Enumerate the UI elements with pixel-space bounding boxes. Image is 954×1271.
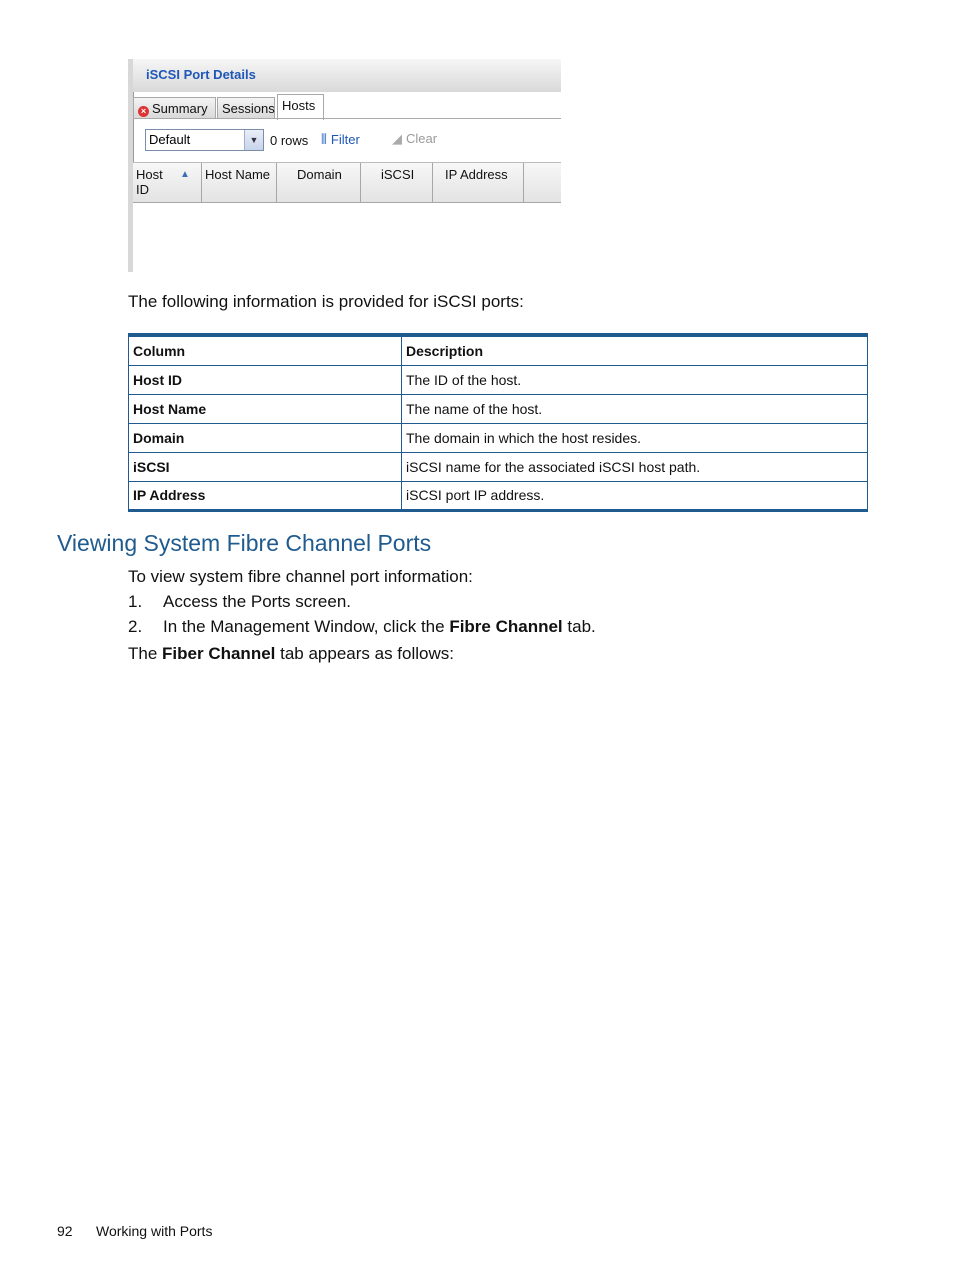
- tab-sessions-label: Sessions: [222, 101, 275, 116]
- view-select-value: Default: [149, 132, 191, 147]
- step-text-post: tab.: [562, 617, 596, 636]
- sort-ascending-icon: ▲: [180, 169, 190, 180]
- grid-body: [133, 203, 561, 272]
- table-cell-column: Host ID: [129, 365, 402, 394]
- panel-title: iSCSI Port Details: [146, 67, 256, 82]
- step-text-bold: Fibre Channel: [449, 617, 563, 636]
- grid-header: [133, 162, 561, 203]
- table-cell-column: Host Name: [129, 394, 402, 423]
- step-text: Access the Ports screen.: [163, 592, 352, 611]
- table-header-column: Column: [129, 335, 402, 365]
- outro-post: tab appears as follows:: [275, 644, 454, 663]
- table-header-row: [129, 335, 868, 365]
- iscsi-columns-table: [128, 333, 868, 512]
- clear-label: Clear: [406, 131, 438, 146]
- table-cell-column: iSCSI: [129, 452, 402, 481]
- tab-sessions[interactable]: [217, 97, 275, 118]
- table-cell-column: IP Address: [129, 481, 402, 510]
- table-cell-description: The ID of the host.: [402, 365, 868, 394]
- filter-button[interactable]: [321, 131, 360, 148]
- intro-paragraph: The following information is provided for iSCSI ports:: [128, 292, 524, 311]
- section-lead: To view system fibre channel port information:: [128, 567, 473, 586]
- table-row: [129, 423, 868, 452]
- column-domain-label: Domain: [297, 167, 342, 182]
- table-cell-column: Domain: [129, 423, 402, 452]
- table-row: [129, 452, 868, 481]
- filter-icon: ⫴: [321, 131, 327, 147]
- table-row: [129, 365, 868, 394]
- footer-chapter: Working with Ports: [96, 1223, 213, 1239]
- table-cell-description: iSCSI port IP address.: [402, 481, 868, 510]
- tab-summary-label: Summary: [152, 101, 208, 116]
- chevron-down-icon[interactable]: ▼: [244, 130, 263, 150]
- tab-summary[interactable]: [133, 97, 216, 118]
- filter-label: Filter: [330, 132, 360, 147]
- column-header-iscsi[interactable]: [361, 163, 433, 202]
- table-cell-description: The domain in which the host resides.: [402, 423, 868, 452]
- column-header-host-id[interactable]: [133, 163, 202, 202]
- table-cell-description: iSCSI name for the associated iSCSI host path.: [402, 452, 868, 481]
- outro-pre: The: [128, 644, 163, 663]
- eraser-icon: ◢: [392, 131, 402, 146]
- step-text-pre: In the Management Window, click the: [163, 617, 450, 636]
- error-icon: ×: [138, 106, 149, 117]
- section-heading: Viewing System Fibre Channel Ports: [57, 530, 432, 556]
- tab-hosts[interactable]: [277, 94, 324, 120]
- column-header-domain[interactable]: [277, 163, 361, 202]
- column-host-name-label: Host Name: [205, 167, 271, 182]
- view-select[interactable]: [145, 129, 264, 151]
- tab-hosts-label: Hosts: [282, 98, 316, 113]
- table-cell-description: The name of the host.: [402, 394, 868, 423]
- column-iscsi-label: iSCSI: [381, 167, 415, 182]
- tab-divider: [133, 118, 561, 119]
- outro-bold: Fiber Channel: [162, 644, 276, 663]
- column-ip-address-label: IP Address: [445, 167, 508, 182]
- table-header-description: Description: [402, 335, 868, 365]
- table-row: [129, 481, 868, 510]
- table-row: [129, 394, 868, 423]
- panel-titlebar: [133, 59, 561, 92]
- iscsi-port-details-panel: [128, 59, 561, 272]
- step-number: 2.: [128, 617, 143, 636]
- step-number: 1.: [128, 592, 143, 611]
- step-text: [163, 617, 596, 637]
- row-count: 0 rows: [270, 133, 309, 148]
- clear-button[interactable]: [392, 131, 437, 147]
- column-header-ip-address[interactable]: [433, 163, 524, 202]
- page-number: 92: [57, 1223, 73, 1239]
- section-outro: [128, 644, 454, 664]
- column-header-host-name[interactable]: [202, 163, 277, 202]
- column-host-id-label: Host ID: [136, 167, 163, 197]
